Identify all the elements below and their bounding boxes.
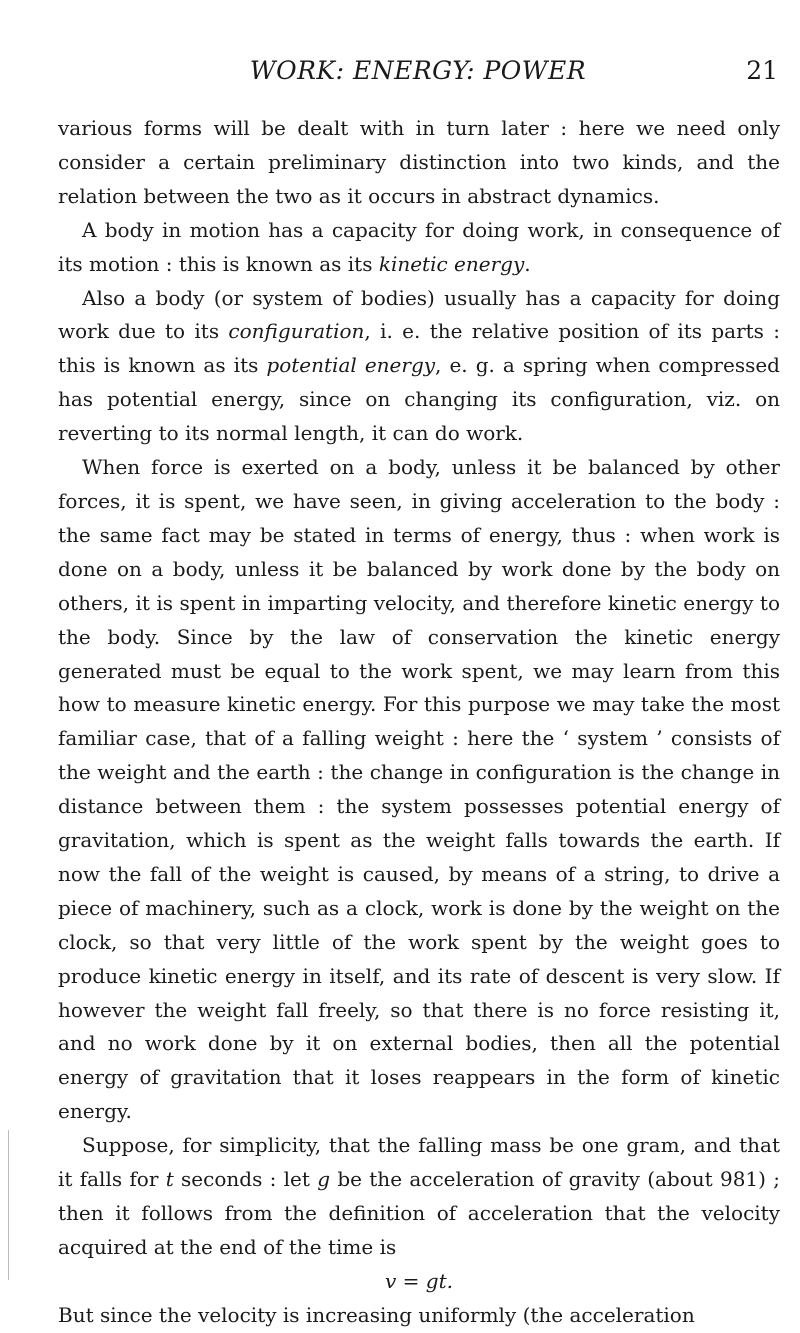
paragraph xyxy=(58,282,780,452)
emphasis-text: kinetic energy xyxy=(378,251,525,276)
text-run: When force is exerted on a body, unless it be balanced by other forces, it is spent, we have seen, in giving acceleration to the body : the same fact may be stated in terms of energy, thus : when work is done on a body, unless it be balanced by work done by the body on others, it is spent in imparting velocity, and therefore kinetic energy to the body. Since by the law of conservation the kinetic energy generated must be equal to the work spent, we may learn from this how to measure kinetic energy. For this purpose we may take the most familiar case, that of a falling weight : here the ‘ system ’ consists of the weight and the earth : the change in configuration is the change in distance between them : the system possesses potential energy of gravitation, which is spent as the weight falls towards the earth. If now the fall of the weight is caused, by means of a string, to drive a piece of machinery, such as a clock, work is done by the weight on the clock, so that very little of the work spent by the weight goes to produce kinetic energy in itself, and its rate of descent is very slow. If however the weight fall freely, so that there is no force resisting it, and no work done by it on external bodies, then all the potential energy of gravitation that it loses reappears in the form of kinetic energy. xyxy=(58,455,780,1124)
margin-line xyxy=(8,1130,9,1280)
page-header xyxy=(58,56,778,92)
emphasis-text: potential energy xyxy=(266,353,436,378)
paragraph xyxy=(58,1299,780,1333)
paragraph xyxy=(58,214,780,282)
emphasis-text: g xyxy=(317,1167,331,1192)
text-run: . xyxy=(524,251,531,276)
text-run: But since the velocity is increasing uniformly (the acceleration xyxy=(58,1302,695,1327)
text-run: seconds : let xyxy=(173,1167,318,1192)
emphasis-text: configuration xyxy=(228,319,365,344)
text-run: Suppose, for simplicity, that the falling mass be one gram, and that it falls for xyxy=(58,1133,780,1192)
emphasis-text: t xyxy=(165,1167,174,1192)
text-run: , i. e. the relative position of its parts : this is known as its xyxy=(58,319,780,378)
text-run: various forms will be dealt with in turn later : here we need only consider a certain preliminary distinction into two kinds, and the relation between the two as it occurs in abstract dynamics. xyxy=(58,116,780,208)
paragraph xyxy=(58,1129,780,1265)
text-run: , e. g. a spring when compressed has potential energy, since on changing its configuration, viz. on reverting to its normal length, it can do work. xyxy=(58,353,780,446)
paragraph xyxy=(58,451,780,1129)
equation xyxy=(58,1265,780,1299)
emphasis-text: v = gt. xyxy=(385,1268,453,1293)
paragraph xyxy=(58,112,780,214)
page-number: 21 xyxy=(746,56,778,85)
body-text xyxy=(58,112,780,1333)
text-run: Also a body (or system of bodies) usually has a capacity for doing work due to its xyxy=(58,285,780,344)
text-run: be the acceleration of gravity (about 981) ; then it follows from the definition of acceleration that the velocity acquired at the end of the time is xyxy=(58,1167,780,1259)
running-head: WORK: ENERGY: POWER xyxy=(249,56,587,85)
text-run: A body in motion has a capacity for doing work, in consequence of its motion : this is known as its xyxy=(58,217,780,276)
